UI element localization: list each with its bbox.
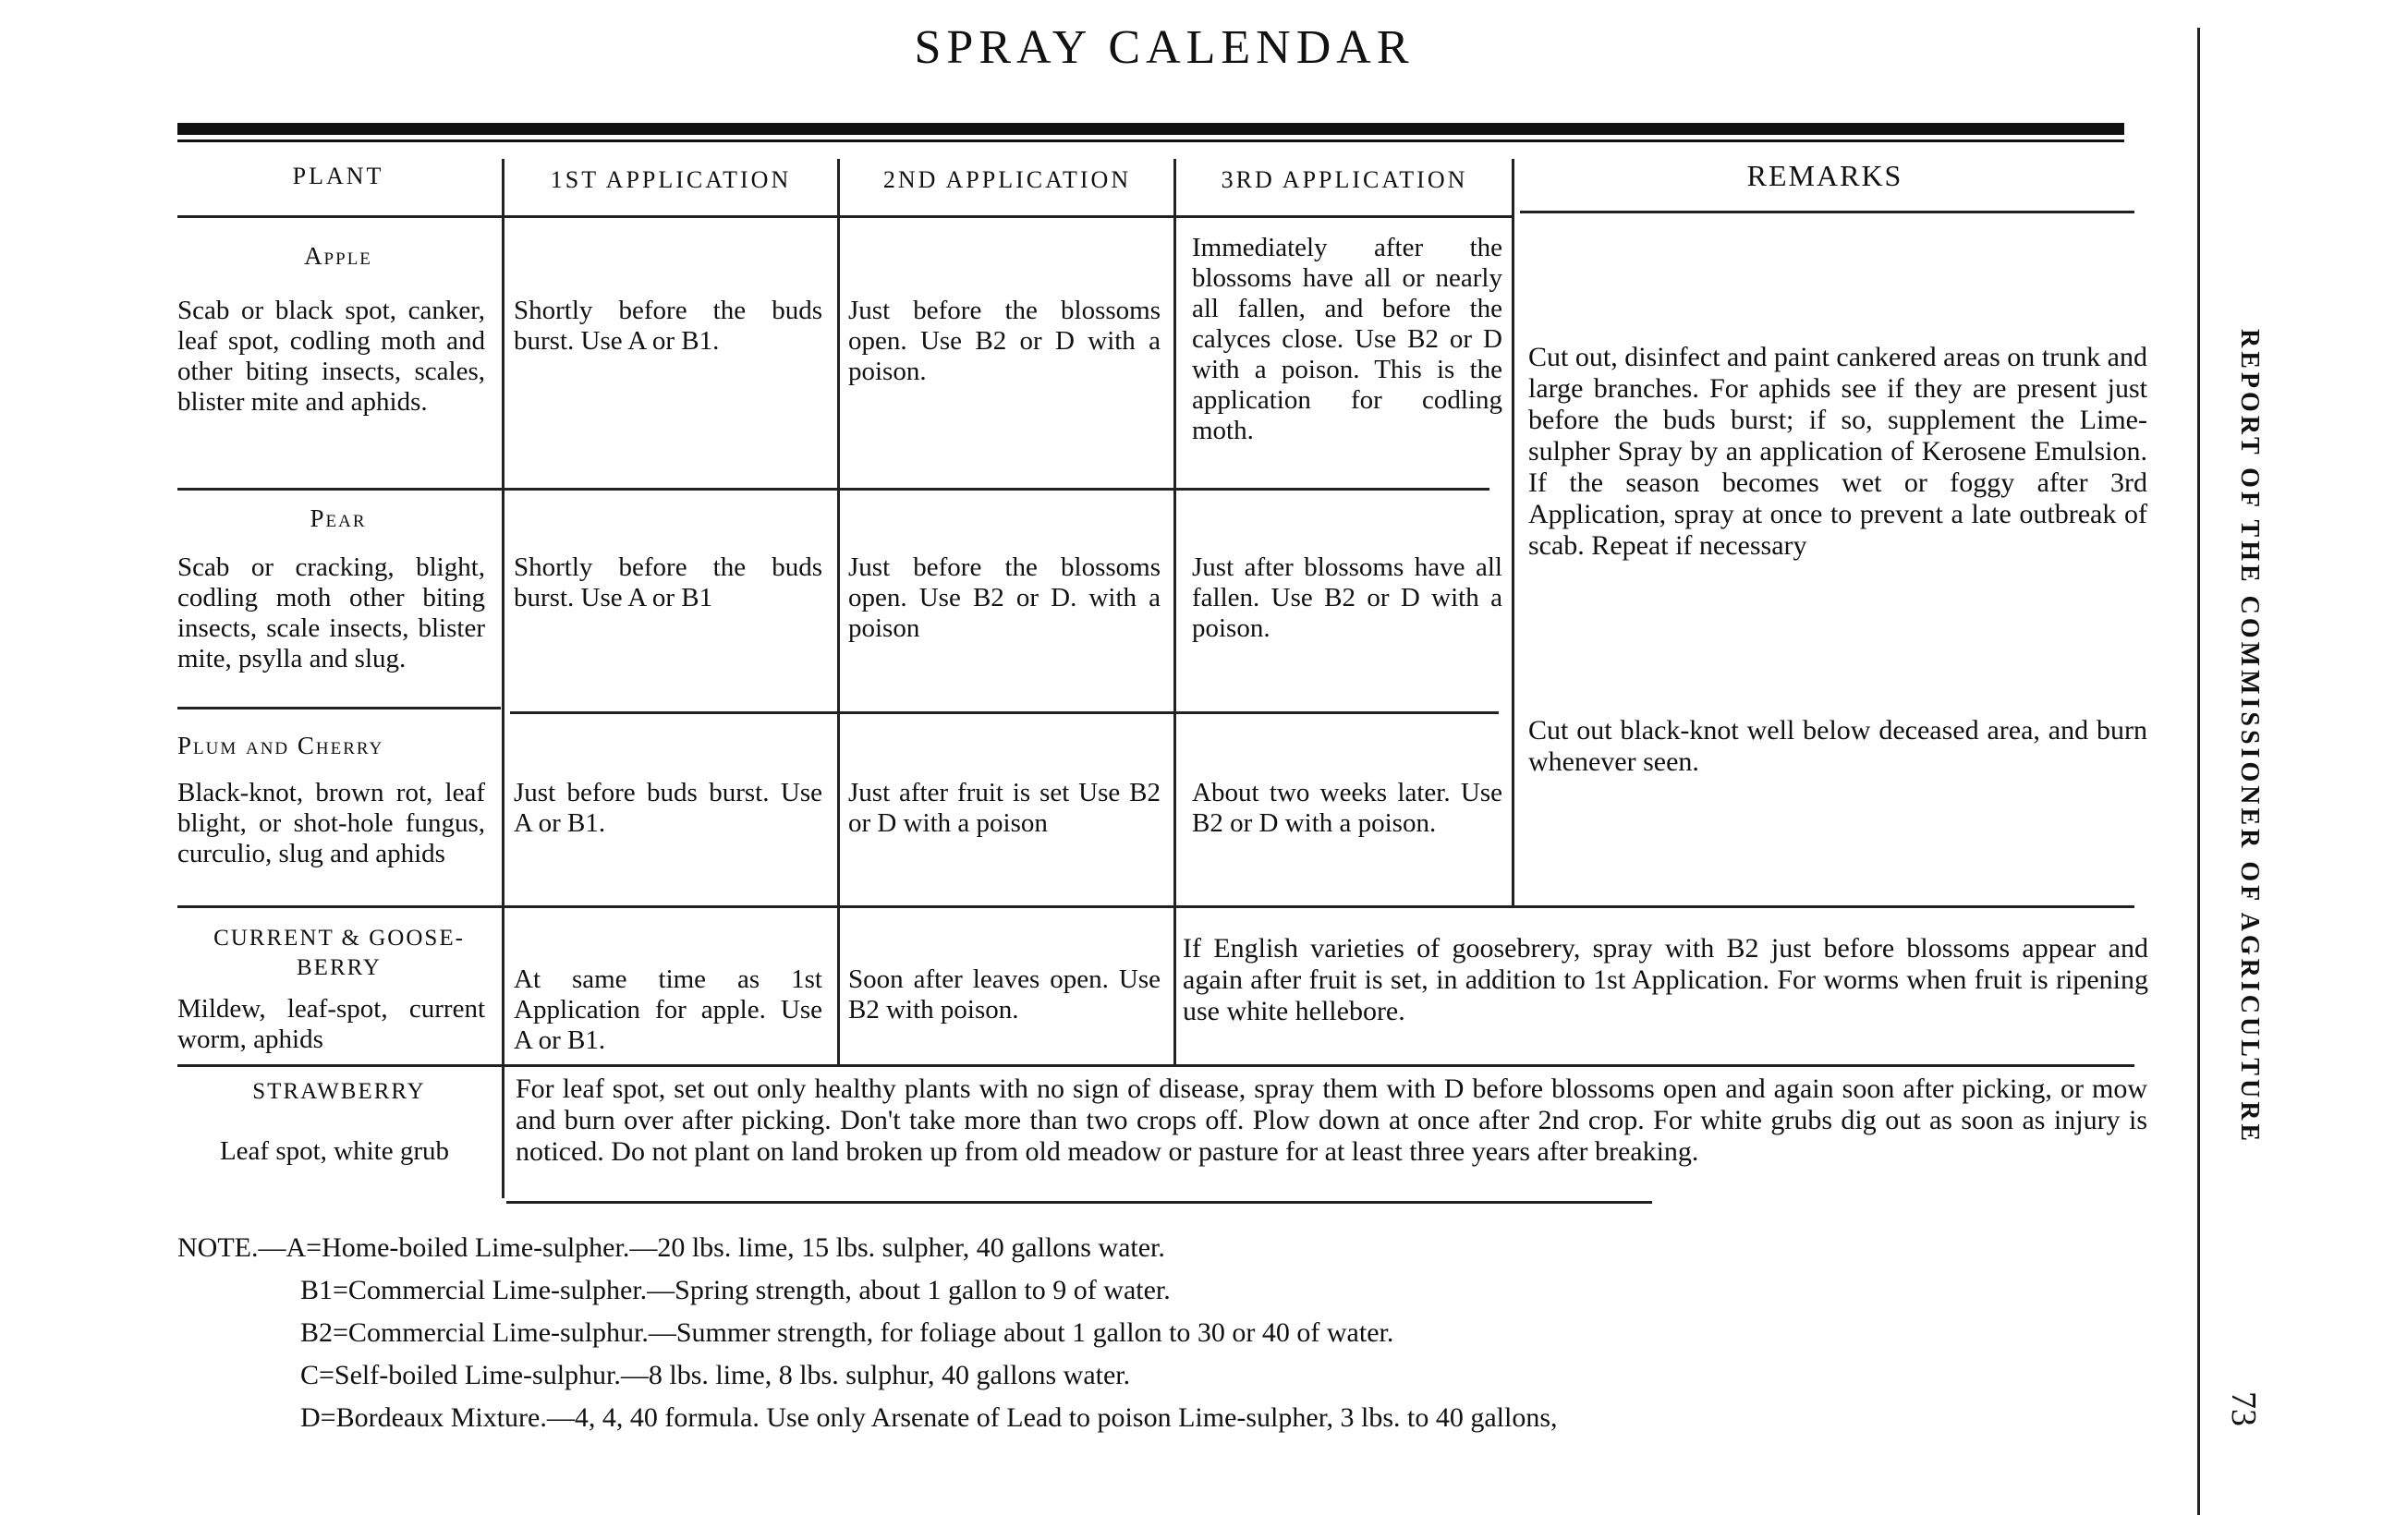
running-head: REPORT OF THE COMMISSIONER OF AGRICULTURE	[2235, 329, 2264, 1146]
note-line: B1=Commercial Lime-sulpher.—Spring strength, about 1 gallon to 9 of water.	[300, 1275, 1171, 1305]
column-rule	[502, 159, 504, 1198]
plant-pests-current-gooseberry: Mildew, leaf-spot, current worm, aphids	[177, 994, 485, 1054]
current-second-application: Soon after leaves open. Use B2 with poison.	[848, 964, 1161, 1025]
plum-second-application: Just after fruit is set Use B2 or D with a poison	[848, 778, 1161, 838]
plant-name-apple: Apple	[304, 242, 372, 270]
column-rule	[837, 159, 840, 1064]
row-rule	[506, 1201, 1652, 1204]
header-first-application: 1ST APPLICATION	[550, 166, 792, 193]
note-line: NOTE.—A=Home-boiled Lime-sulpher.—20 lbs. lime, 15 lbs. sulpher, 40 gallons water.	[177, 1232, 1165, 1263]
header-remarks: REMARKS	[1746, 159, 1903, 192]
note-line: C=Self-boiled Lime-sulphur.—8 lbs. lime, 8 lbs. sulphur, 40 gallons water.	[300, 1360, 1131, 1390]
column-rule	[1173, 159, 1176, 1064]
title-thin-rule	[177, 139, 2124, 142]
strawberry-instructions: For leaf spot, set out only healthy plants with no sign of disease, spray them with D before blossoms open and again soon after picking, or mow and burn over after picking. Don't take more than two crops off. Plow down at once after 2nd crop. For white grubs dig out as soon as injury is noticed. Do not plant on land broken up from old meadow or pasture for at least three years after breaking.	[516, 1073, 2147, 1167]
page-number: 73	[2224, 1391, 2263, 1426]
plum-first-application: Just before buds burst. Use A or B1.	[514, 778, 822, 838]
plant-name-plum-cherry: Plum and Cherry	[177, 732, 384, 759]
header-second-application: 2ND APPLICATION	[882, 166, 1132, 193]
plant-pests-plum-cherry: Black-knot, brown rot, leaf blight, or shot-hole fungus, curculio, slug and aphids	[177, 778, 485, 868]
header-third-application: 3RD APPLICATION	[1221, 166, 1468, 193]
row-rule	[510, 711, 1499, 714]
page-title: SPRAY CALENDAR	[914, 21, 1415, 74]
header-rule	[177, 215, 1513, 218]
pear-third-application: Just after blossoms have all fallen. Use B2 or D with a poison.	[1192, 552, 1502, 643]
remarks-plum-cherry: Cut out black-knot well below deceased area, and burn whenever seen.	[1528, 715, 2147, 777]
apple-second-application: Just before the blossoms open. Use B2 or D with a poison.	[848, 296, 1161, 386]
current-first-application: At same time as 1st Application for apple. Use A or B1.	[514, 964, 822, 1055]
header-rule-remarks	[1520, 211, 2134, 213]
remarks-apple-pear: Cut out, disinfect and paint cankered areas on trunk and large branches. For aphids see if they are present just before the buds burst; if so, supplement the Lime-sulpher Spray by an application of Kerosene Emulsion. If the season becomes wet or foggy after 3rd Application, spray at once to prevent a late outbreak of scab. Repeat if necessary	[1528, 342, 2147, 561]
row-rule	[177, 905, 2134, 908]
row-rule	[177, 488, 1489, 491]
plant-pests-apple: Scab or black spot, canker, leaf spot, codling moth and other biting insects, scales, blister mite and aphids.	[177, 296, 485, 417]
plant-pests-strawberry: Leaf spot, white grub	[219, 1136, 450, 1166]
row-rule	[177, 707, 501, 709]
plum-third-application: About two weeks later. Use B2 or D with a poison.	[1192, 778, 1502, 838]
note-line: B2=Commercial Lime-sulphur.—Summer strength, for foliage about 1 gallon to 30 or 40 of water.	[300, 1317, 1394, 1348]
row-rule	[177, 1064, 2134, 1067]
note-line: D=Bordeaux Mixture.—4, 4, 40 formula. Use only Arsenate of Lead to poison Lime-sulpher, 3 lbs. to 40 gallons,	[300, 1402, 1558, 1433]
apple-first-application: Shortly before the buds burst. Use A or B1.	[514, 296, 822, 356]
column-rule	[1512, 159, 1514, 905]
pear-first-application: Shortly before the buds burst. Use A or B1	[514, 552, 822, 612]
header-plant: PLANT	[292, 163, 384, 189]
current-third-and-remarks: If English varieties of goosebrery, spray with B2 just before blossoms appear and again after fruit is set, in addition to 1st Application. For worms when fruit is ripening use white hellebore.	[1183, 933, 2148, 1026]
plant-name-pear: Pear	[310, 504, 367, 532]
plant-name-current-gooseberry: CURRENT & GOOSE-BERRY	[213, 926, 465, 980]
title-heavy-rule	[177, 123, 2124, 135]
plant-name-strawberry: STRAWBERRY	[252, 1079, 426, 1104]
page-edge-rule	[2197, 28, 2200, 1515]
apple-third-application: Immediately after the blossoms have all or nearly all fallen, and before the calyces close. Use B2 or D with a poison. This is the application for codling moth.	[1192, 233, 1502, 445]
pear-second-application: Just before the blossoms open. Use B2 or D. with a poison	[848, 552, 1161, 643]
plant-pests-pear: Scab or cracking, blight, codling moth other biting insects, scale insects, blister mite, psylla and slug.	[177, 552, 485, 673]
